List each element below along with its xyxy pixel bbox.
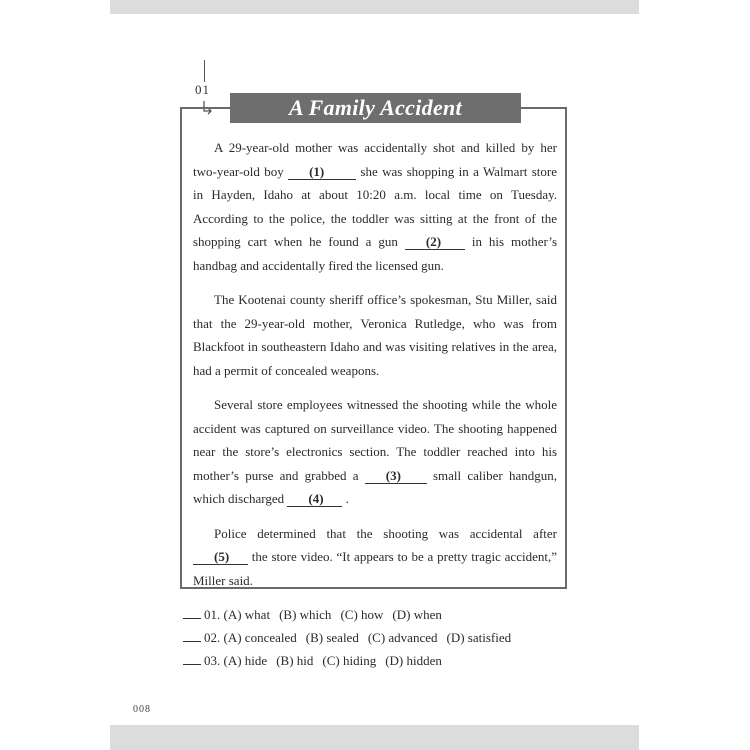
title-banner — [230, 93, 521, 123]
question-number: 03. — [204, 653, 221, 668]
unit-marker-line — [204, 60, 205, 82]
question-item — [183, 626, 520, 649]
paragraph-1 — [193, 136, 557, 277]
paragraph-4-text-b: the store video. “It appears to be a pretty tragic accident,” Miller said. — [193, 549, 557, 588]
answer-line[interactable] — [183, 654, 201, 665]
question-item — [183, 649, 520, 672]
option[interactable]: (C) how — [340, 607, 384, 622]
option[interactable]: (C) hiding — [322, 653, 377, 668]
reading-passage — [193, 136, 557, 603]
blank-5: (5) — [193, 549, 248, 565]
option[interactable]: (B) hid — [276, 653, 314, 668]
paragraph-2: The Kootenai county sheriff office’s spokesman, Stu Miller, said that the 29-year-old mother, Veronica Rutledge, who was from Blackfoot in southeastern Idaho and was visiting relatives in the area, had a permit of concealed weapons. — [193, 292, 557, 378]
option[interactable]: (D) satisfied — [446, 630, 512, 645]
paragraph-4 — [193, 522, 557, 593]
paragraph-3-text-c: . — [342, 491, 349, 506]
option[interactable]: (D) hidden — [385, 653, 442, 668]
question-item — [183, 603, 520, 626]
option[interactable]: (B) which — [279, 607, 332, 622]
answer-line[interactable] — [183, 608, 201, 619]
blank-1: (1) — [288, 164, 356, 180]
question-number: 01. — [204, 607, 221, 622]
paragraph-1-text-a: A 29-year-old mother was accidentally shot and killed by her two-year-old boy — [193, 140, 557, 179]
paragraph-1-text-c: in his mother’s handbag and accidentally fired the licensed gun. — [193, 234, 557, 273]
paragraph-1-text-b: she was shopping in a Walmart store in Hayden, Idaho at about 10:20 a.m. local time on Tuesday. According to the police, the toddler was sitting at the front of the shopping cart when he found a gun — [193, 163, 557, 249]
paragraph-4-text-a: Police determined that the shooting was accidental after — [214, 525, 557, 541]
option[interactable]: (D) when — [392, 607, 442, 622]
blank-4: (4) — [287, 491, 342, 507]
question-number: 02. — [204, 630, 221, 645]
option[interactable]: (C) advanced — [367, 630, 438, 645]
paragraph-3-text-b: small caliber handgun, which discharged — [193, 467, 557, 506]
paragraph-3-text-a: Several store employees witnessed the shooting while the whole accident was captured on surveillance video. The shooting happened near the store’s electronics section. The toddler reached into his mother’s purse and grabbed a — [193, 397, 557, 483]
frame-top-left-edge — [180, 107, 230, 109]
frame-top-right-edge — [520, 107, 567, 109]
option[interactable]: (A) what — [223, 607, 271, 622]
top-margin-band — [110, 0, 639, 14]
unit-number: 01 — [195, 82, 210, 97]
option[interactable]: (B) sealed — [305, 630, 359, 645]
option[interactable]: (A) concealed — [223, 630, 297, 645]
question-list — [183, 603, 520, 672]
blank-3: (3) — [365, 468, 427, 484]
blank-2: (2) — [405, 234, 465, 250]
passage-title: A Family Accident — [289, 95, 462, 120]
bottom-margin-band — [110, 725, 639, 750]
answer-line[interactable] — [183, 631, 201, 642]
option[interactable]: (A) hide — [223, 653, 268, 668]
page-number: 008 — [133, 704, 151, 715]
paragraph-3 — [193, 393, 557, 511]
